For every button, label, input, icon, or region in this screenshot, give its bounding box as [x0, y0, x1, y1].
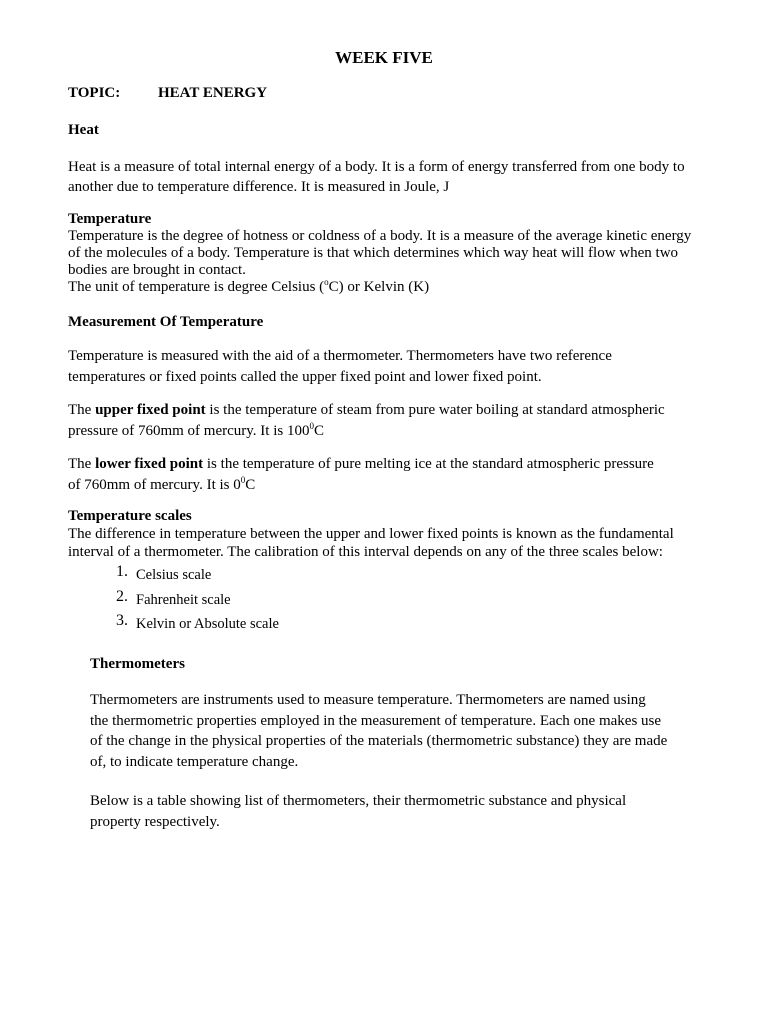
- lower-prefix: The: [68, 456, 96, 472]
- heading-thermometers: Thermometers: [90, 656, 185, 672]
- lower-fixed-point-term: lower fixed point: [95, 456, 204, 472]
- topic-value: HEAT ENERGY: [158, 85, 268, 101]
- temperature-unit-line: [68, 279, 691, 296]
- topic-label: TOPIC:: [68, 85, 121, 101]
- unit-text-before: The unit of temperature is degree Celsius (: [68, 279, 325, 295]
- paragraph-line: [68, 421, 665, 442]
- heading-temperature: Temperature: [68, 211, 152, 227]
- paragraph-line: [68, 475, 654, 496]
- paragraph-line: Temperature is the degree of hotness or coldness of a body. It is a measure of the average kinetic energy: [68, 228, 692, 244]
- paragraph-table-intro: [90, 791, 626, 832]
- paragraph-line: Temperature is measured with the aid of a thermometer. Thermometers have two reference: [68, 348, 612, 364]
- paragraph-heat: [68, 157, 685, 197]
- page-title: WEEK FIVE: [335, 48, 433, 67]
- heading-temperature-scales: Temperature scales: [68, 508, 192, 524]
- list-item-label: Kelvin or Absolute scale: [136, 616, 279, 632]
- paragraph-lower-fixed-point: [68, 454, 654, 496]
- paragraph-temperature: [68, 228, 691, 296]
- list-item-number: 3.: [116, 612, 128, 629]
- degree-superscript: 0: [240, 475, 246, 485]
- paragraph-line: of, to indicate temperature change.: [90, 754, 299, 771]
- paragraph-line: of the change in the physical properties of the materials (thermometric substance) they are made: [90, 733, 668, 750]
- paragraph-line: [68, 400, 665, 421]
- upper-fixed-point-term: upper fixed point: [95, 402, 206, 418]
- heading-heat: Heat: [68, 122, 99, 138]
- heading-measurement: Measurement Of Temperature: [68, 314, 264, 330]
- paragraph-thermometers: [90, 690, 667, 773]
- paragraph-upper-fixed-point: [68, 400, 665, 442]
- paragraph-line: Heat is a measure of total internal energy of a body. It is a form of energy transferred from one body to: [68, 159, 685, 175]
- lower-line2-after: C: [245, 477, 256, 493]
- lower-line2-before: of 760mm of mercury. It is 0: [68, 477, 241, 493]
- paragraph-line: The difference in temperature between the upper and lower fixed points is known as the fundamental: [68, 526, 674, 542]
- degree-superscript: 0: [309, 421, 314, 431]
- lower-line1-rest: is the temperature of pure melting ice at the standard atmospheric pressure: [203, 456, 654, 472]
- paragraph-line: Below is a table showing list of thermometers, their thermometric substance and physical: [90, 793, 627, 809]
- upper-line2-after: C: [313, 423, 324, 439]
- upper-line1-rest: is the temperature of steam from pure water boiling at standard atmospheric: [205, 402, 665, 418]
- paragraph-line: another due to temperature difference. It is measured in Joule, J: [68, 179, 450, 195]
- paragraph-line: temperatures or fixed points called the upper fixed point and lower fixed point.: [68, 369, 542, 385]
- list-item-number: 1.: [116, 563, 128, 580]
- paragraph-line: [68, 454, 654, 475]
- paragraph-line: Thermometers are instruments used to measure temperature. Thermometers are named using: [90, 692, 646, 708]
- upper-line2-before: pressure of 760mm of mercury. It is 100: [68, 423, 310, 439]
- upper-prefix: The: [68, 402, 96, 418]
- paragraph-temperature-scales: [68, 525, 674, 561]
- paragraph-line: interval of a thermometer. The calibration of this interval depends on any of the three scales below:: [68, 544, 663, 560]
- degree-superscript: o: [324, 277, 329, 287]
- paragraph-line: the thermometric properties employed in the measurement of temperature. Each one makes use: [90, 712, 662, 729]
- paragraph-line: bodies are brought in contact.: [68, 262, 246, 278]
- unit-text-after: C) or Kelvin (K): [328, 279, 430, 295]
- list-item-label: Celsius scale: [136, 567, 212, 583]
- list-item-number: 2.: [116, 587, 128, 605]
- paragraph-measurement: [68, 346, 612, 388]
- list-item-label: Fahrenheit scale: [136, 591, 231, 608]
- paragraph-line: of the molecules of a body. Temperature is that which determines which way heat will flow when two: [68, 245, 679, 261]
- paragraph-line: property respectively.: [90, 813, 220, 830]
